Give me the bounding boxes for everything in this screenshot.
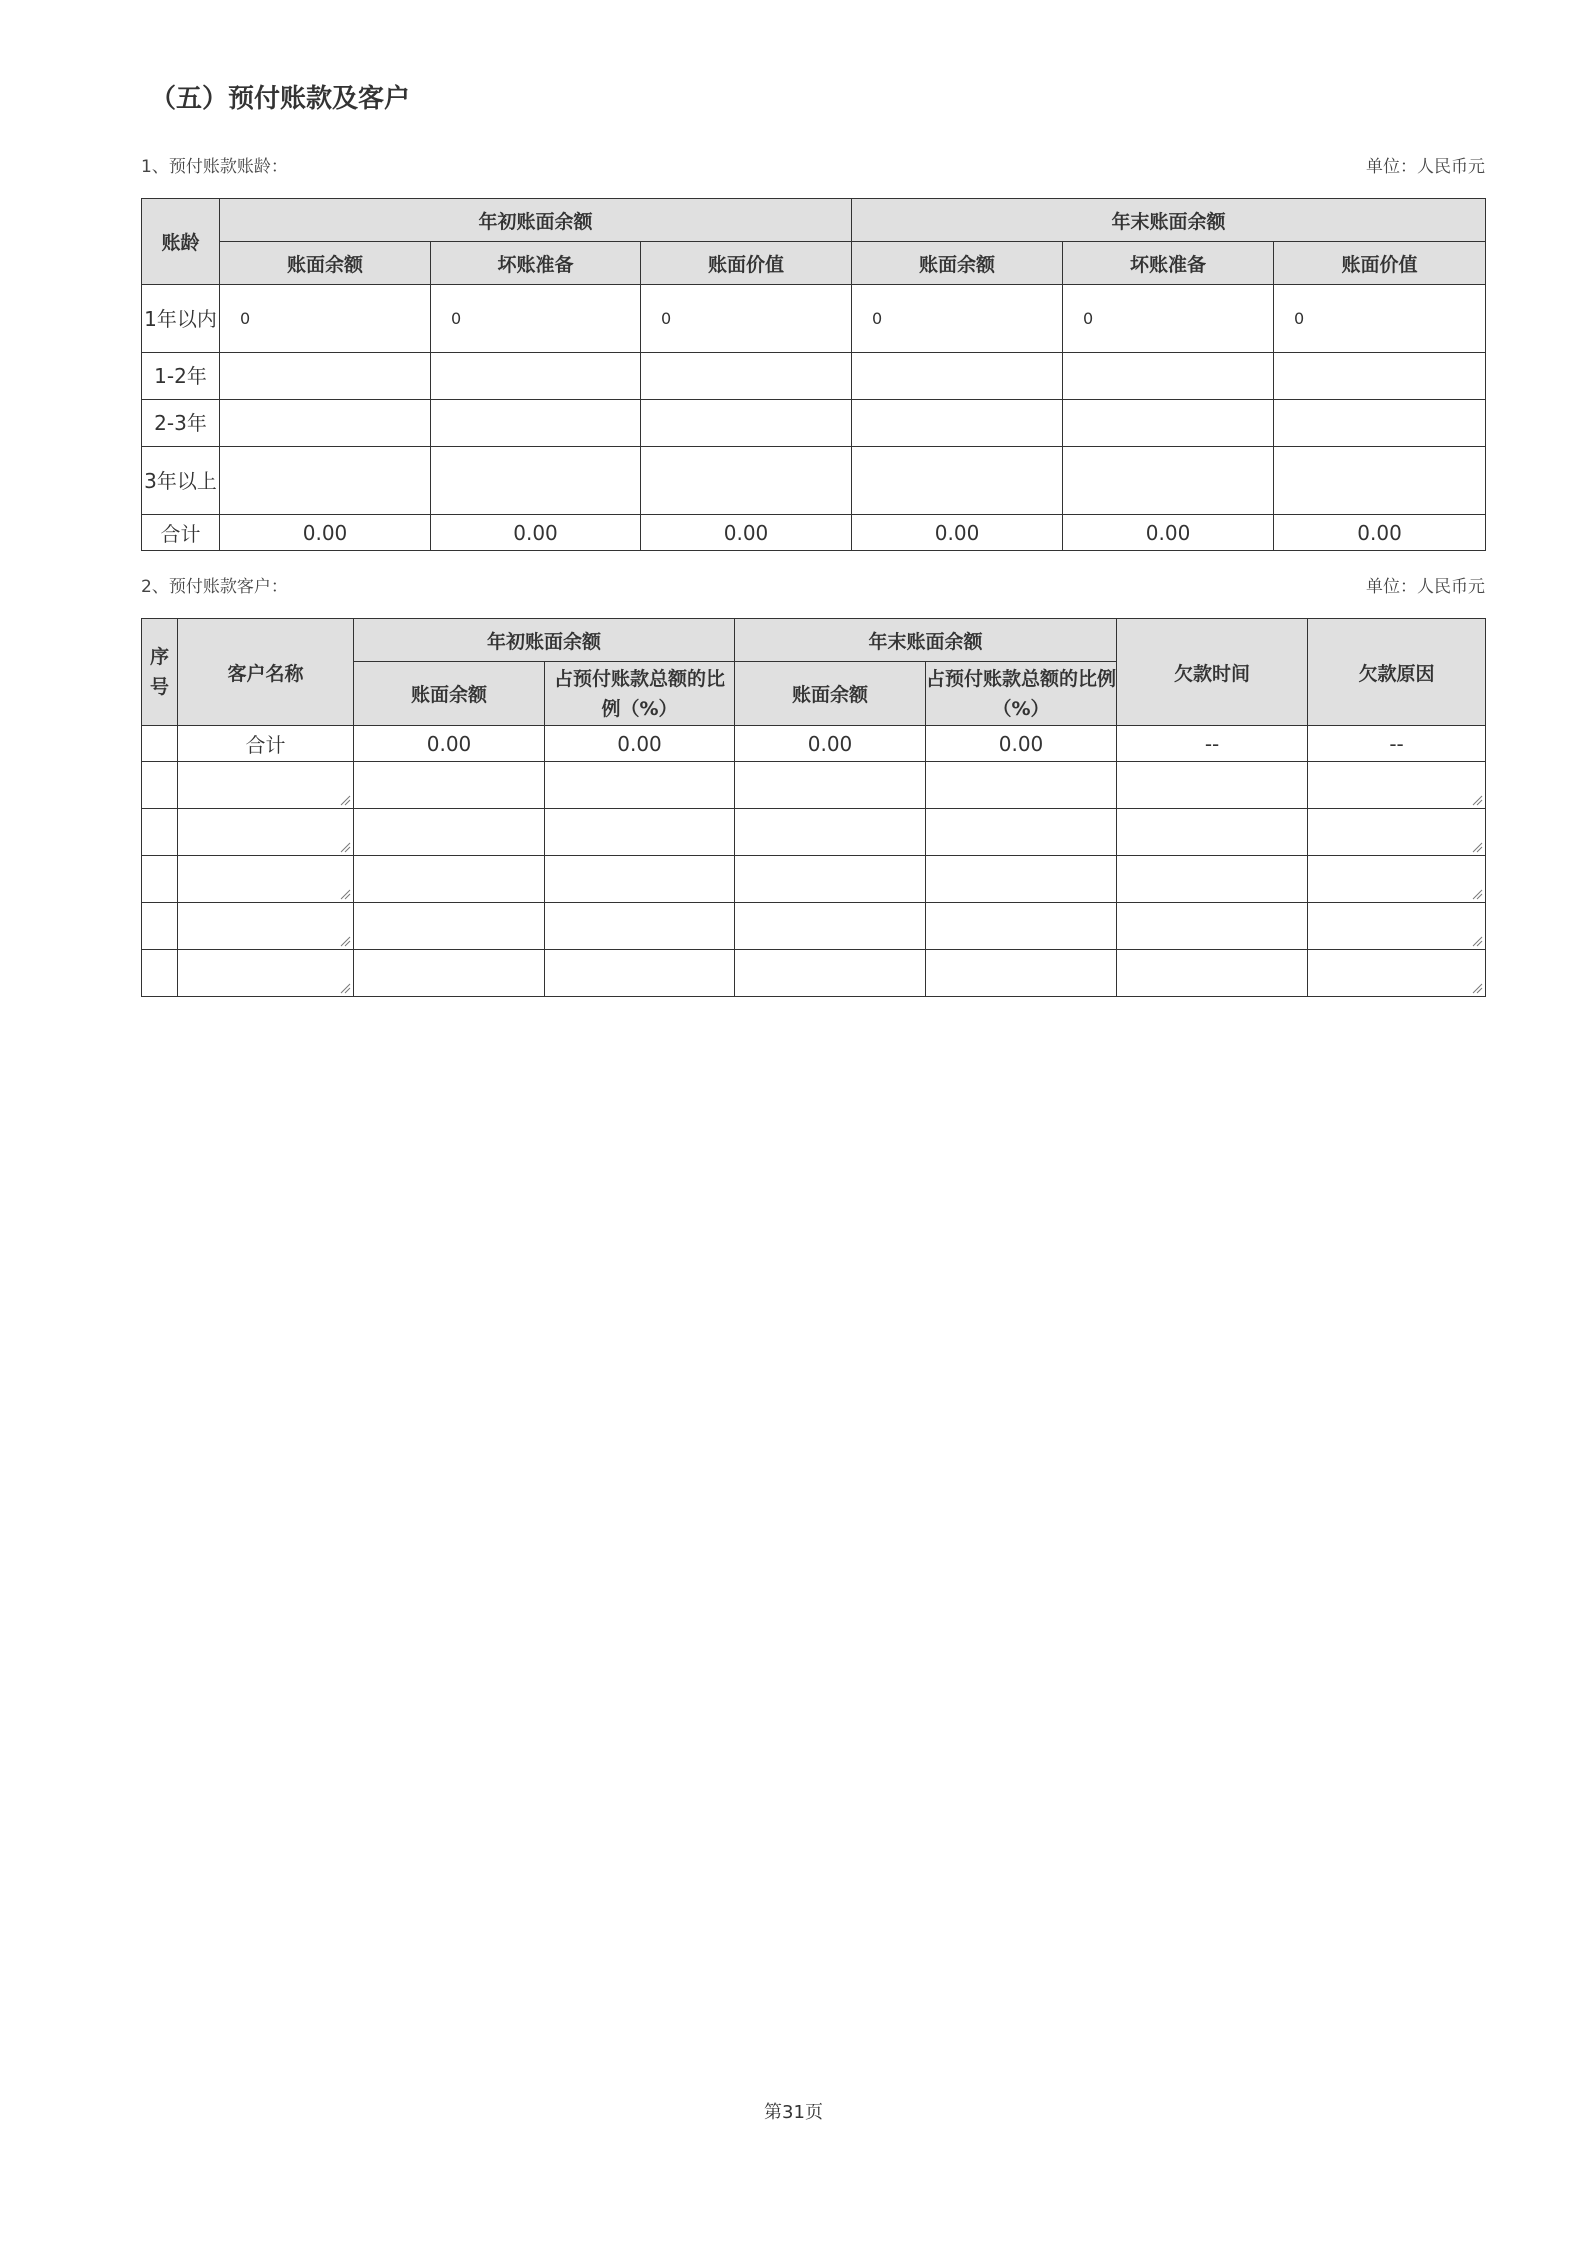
value-cell[interactable]: [431, 400, 641, 447]
value-cell[interactable]: [1274, 400, 1486, 447]
total-reason: --: [1308, 726, 1486, 762]
begin-ratio-input[interactable]: [545, 856, 735, 903]
end-ratio-input[interactable]: [926, 950, 1117, 997]
total-label: 合计: [142, 515, 220, 551]
table-row: [142, 903, 1486, 950]
table-row: [142, 950, 1486, 997]
arrears-time-input[interactable]: [1117, 762, 1308, 809]
arrears-reason-input[interactable]: [1308, 903, 1486, 950]
aging-unit-label: 单位：人民币元: [1366, 157, 1485, 177]
customer-name-input[interactable]: [178, 762, 354, 809]
customer-name-input[interactable]: [178, 903, 354, 950]
end-ratio-input[interactable]: [926, 762, 1117, 809]
aging-caption: 1、预付账款账龄：: [141, 157, 288, 177]
begin-balance-input[interactable]: [354, 762, 545, 809]
arrears-time-input[interactable]: [1117, 903, 1308, 950]
total-value: 0.00: [545, 726, 735, 762]
aging-table: [141, 198, 1486, 551]
header-begin-balance: 年初账面余额: [354, 619, 735, 662]
arrears-reason-input[interactable]: [1308, 856, 1486, 903]
arrears-time-input[interactable]: [1117, 856, 1308, 903]
header-begin-balance: 年初账面余额: [220, 199, 852, 242]
header-begin-ratio: 占预付账款总额的比例（%）: [545, 662, 735, 726]
begin-balance-input[interactable]: [354, 950, 545, 997]
seq-cell: [142, 903, 178, 950]
end-balance-input[interactable]: [735, 903, 926, 950]
end-ratio-input[interactable]: [926, 809, 1117, 856]
resize-grip-icon[interactable]: [1472, 795, 1483, 806]
header-begin-book-value: 账面价值: [641, 242, 852, 285]
row-label: 3年以上: [142, 447, 220, 515]
begin-ratio-input[interactable]: [545, 809, 735, 856]
seq-cell: [142, 726, 178, 762]
header-begin-book-balance: 账面余额: [220, 242, 431, 285]
resize-grip-icon[interactable]: [340, 983, 351, 994]
resize-grip-icon[interactable]: [340, 795, 351, 806]
resize-grip-icon[interactable]: [340, 842, 351, 853]
row-label: 1-2年: [142, 353, 220, 400]
customers-caption: 2、预付账款客户：: [141, 577, 288, 597]
table-row: [142, 856, 1486, 903]
value-cell[interactable]: [641, 400, 852, 447]
header-begin-bad-debt: 坏账准备: [431, 242, 641, 285]
total-value: 0.00: [926, 726, 1117, 762]
customer-name-input[interactable]: [178, 950, 354, 997]
resize-grip-icon[interactable]: [340, 936, 351, 947]
value-cell[interactable]: 0: [852, 285, 1063, 353]
total-value: 0.00: [735, 726, 926, 762]
value-cell[interactable]: [1274, 353, 1486, 400]
total-value: 0.00: [1063, 515, 1274, 551]
table-row: [142, 809, 1486, 856]
table-row: [142, 400, 1486, 447]
header-end-book-balance: 账面余额: [735, 662, 926, 726]
value-cell[interactable]: [1274, 447, 1486, 515]
row-label: 1年以内: [142, 285, 220, 353]
header-end-bad-debt: 坏账准备: [1063, 242, 1274, 285]
page-title: （五）预付账款及客户: [150, 84, 411, 114]
end-balance-input[interactable]: [735, 762, 926, 809]
table-row: [142, 285, 1486, 353]
header-begin-book-balance: 账面余额: [354, 662, 545, 726]
total-value: 0.00: [641, 515, 852, 551]
value-cell[interactable]: [1063, 447, 1274, 515]
end-ratio-input[interactable]: [926, 903, 1117, 950]
header-end-balance: 年末账面余额: [852, 199, 1486, 242]
arrears-reason-input[interactable]: [1308, 950, 1486, 997]
header-age: 账龄: [142, 199, 220, 285]
row-label: 2-3年: [142, 400, 220, 447]
value-cell[interactable]: 0: [641, 285, 852, 353]
arrears-reason-input[interactable]: [1308, 762, 1486, 809]
value-cell[interactable]: [220, 400, 431, 447]
value-cell[interactable]: [852, 447, 1063, 515]
value-cell[interactable]: [431, 447, 641, 515]
customers-table: [141, 618, 1486, 997]
table-row: [142, 353, 1486, 400]
header-seq: 序号: [142, 619, 178, 726]
begin-balance-input[interactable]: [354, 809, 545, 856]
header-end-book-value: 账面价值: [1274, 242, 1486, 285]
begin-ratio-input[interactable]: [545, 762, 735, 809]
value-cell[interactable]: 0: [431, 285, 641, 353]
seq-cell: [142, 809, 178, 856]
begin-balance-input[interactable]: [354, 856, 545, 903]
value-cell[interactable]: [641, 447, 852, 515]
resize-grip-icon[interactable]: [1472, 936, 1483, 947]
value-cell[interactable]: 0: [220, 285, 431, 353]
value-cell[interactable]: 0: [1274, 285, 1486, 353]
total-row: [142, 726, 1486, 762]
value-cell[interactable]: [1063, 400, 1274, 447]
header-end-balance: 年末账面余额: [735, 619, 1117, 662]
end-balance-input[interactable]: [735, 856, 926, 903]
total-row: [142, 515, 1486, 551]
resize-grip-icon[interactable]: [1472, 983, 1483, 994]
total-label: 合计: [178, 726, 354, 762]
seq-cell: [142, 950, 178, 997]
seq-cell: [142, 856, 178, 903]
page-number: 第31页: [764, 2102, 823, 2123]
value-cell[interactable]: [852, 400, 1063, 447]
header-end-ratio: 占预付账款总额的比例（%）: [926, 662, 1117, 726]
value-cell[interactable]: [220, 353, 431, 400]
end-balance-input[interactable]: [735, 809, 926, 856]
customers-unit-label: 单位：人民币元: [1366, 577, 1485, 597]
value-cell[interactable]: 0: [1063, 285, 1274, 353]
total-value: 0.00: [354, 726, 545, 762]
resize-grip-icon[interactable]: [1472, 889, 1483, 900]
header-end-book-balance: 账面余额: [852, 242, 1063, 285]
resize-grip-icon[interactable]: [1472, 842, 1483, 853]
value-cell[interactable]: [641, 353, 852, 400]
header-arrears-time: 欠款时间: [1117, 619, 1308, 726]
total-value: 0.00: [220, 515, 431, 551]
total-value: 0.00: [852, 515, 1063, 551]
customer-name-input[interactable]: [178, 856, 354, 903]
arrears-reason-input[interactable]: [1308, 809, 1486, 856]
value-cell[interactable]: [1063, 353, 1274, 400]
arrears-time-input[interactable]: [1117, 809, 1308, 856]
customer-name-input[interactable]: [178, 809, 354, 856]
total-value: 0.00: [431, 515, 641, 551]
resize-grip-icon[interactable]: [340, 889, 351, 900]
value-cell[interactable]: [431, 353, 641, 400]
seq-cell: [142, 762, 178, 809]
value-cell[interactable]: [852, 353, 1063, 400]
total-value: 0.00: [1274, 515, 1486, 551]
begin-ratio-input[interactable]: [545, 950, 735, 997]
customer-rows: [142, 762, 1486, 997]
begin-balance-input[interactable]: [354, 903, 545, 950]
end-ratio-input[interactable]: [926, 856, 1117, 903]
table-row: [142, 762, 1486, 809]
total-time: --: [1117, 726, 1308, 762]
header-customer-name: 客户名称: [178, 619, 354, 726]
begin-ratio-input[interactable]: [545, 903, 735, 950]
arrears-time-input[interactable]: [1117, 950, 1308, 997]
table-row: [142, 447, 1486, 515]
header-arrears-reason: 欠款原因: [1308, 619, 1486, 726]
end-balance-input[interactable]: [735, 950, 926, 997]
value-cell[interactable]: [220, 447, 431, 515]
